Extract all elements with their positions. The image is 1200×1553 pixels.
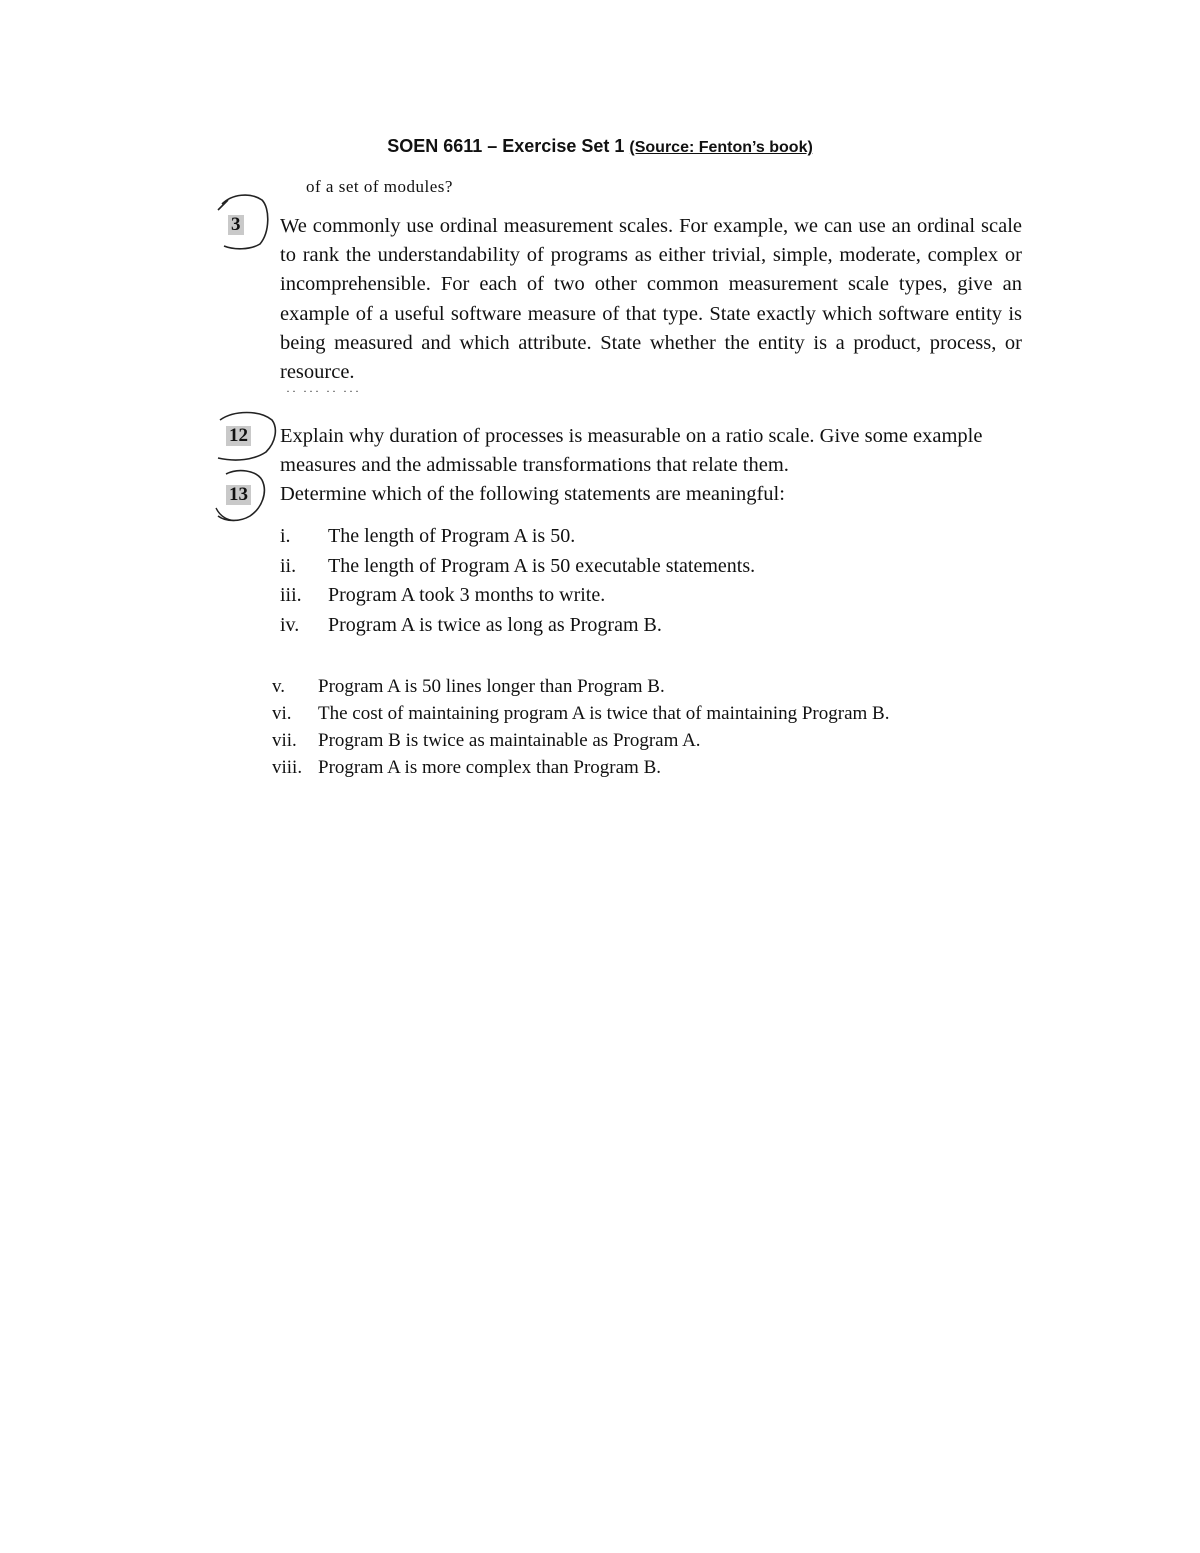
truncated-previous-line: of a set of modules?: [306, 180, 453, 194]
list-item: [280, 552, 980, 582]
question-number-13: 13: [226, 485, 251, 505]
list-item-text: Program B is twice as maintainable as Program A.: [318, 730, 701, 751]
list-item-number: iii.: [280, 584, 302, 606]
list-item: [272, 673, 972, 700]
list-item-text: Program A took 3 months to write.: [328, 584, 606, 606]
list-item-number: ii.: [280, 554, 297, 577]
list-item: [272, 727, 972, 754]
statement-list-a: [280, 522, 980, 640]
truncated-line-fragment: ·· ··· ·· ···: [286, 384, 361, 396]
list-item: [280, 581, 980, 611]
list-item-text: Program A is more complex than Program B.: [318, 757, 662, 778]
list-item-text: The length of Program A is 50 executable statements.: [328, 554, 756, 577]
question-13-text: Determine which of the following statements are meaningful:: [280, 483, 785, 505]
question-number-12: 12: [226, 426, 251, 446]
header-title: SOEN 6611 – Exercise Set 1: [387, 136, 625, 156]
list-item-text: The length of Program A is 50.: [328, 525, 576, 547]
statement-list-b: [272, 673, 972, 781]
list-item-number: vi.: [272, 703, 292, 724]
list-item: [280, 611, 980, 641]
list-item-text: The cost of maintaining program A is twice that of maintaining Program B.: [318, 703, 890, 724]
list-item: [272, 754, 972, 781]
question-number-3: 3: [228, 215, 244, 235]
list-item: [272, 700, 972, 727]
question-3-text: We commonly use ordinal measurement scales. For example, we can use an ordinal scale to rank the understandability of programs as either trivial, simple, moderate, complex or incomprehensible. For each of two other common measurement scale types, give an example of a useful software measure of that type. State exactly which software entity is being measured and which attribute. State whether the entity is a product, process, or resource.: [280, 215, 1022, 384]
list-item-number: viii.: [272, 757, 303, 778]
list-item-number: v.: [272, 676, 286, 697]
circle-mark-3-icon: [214, 190, 274, 256]
page-header: [0, 136, 1200, 157]
list-item-number: iv.: [280, 613, 300, 636]
header-source: (Source: Fenton’s book): [629, 139, 813, 156]
list-item-text: Program A is twice as long as Program B.: [328, 613, 662, 636]
list-item: [280, 522, 980, 552]
list-item-number: vii.: [272, 730, 297, 751]
list-item-text: Program A is 50 lines longer than Program B.: [318, 676, 665, 697]
list-item-number: i.: [280, 525, 291, 547]
question-12-text: Explain why duration of processes is measurable on a ratio scale. Give some example measures and the admissable transformations that relate them.: [280, 425, 983, 476]
